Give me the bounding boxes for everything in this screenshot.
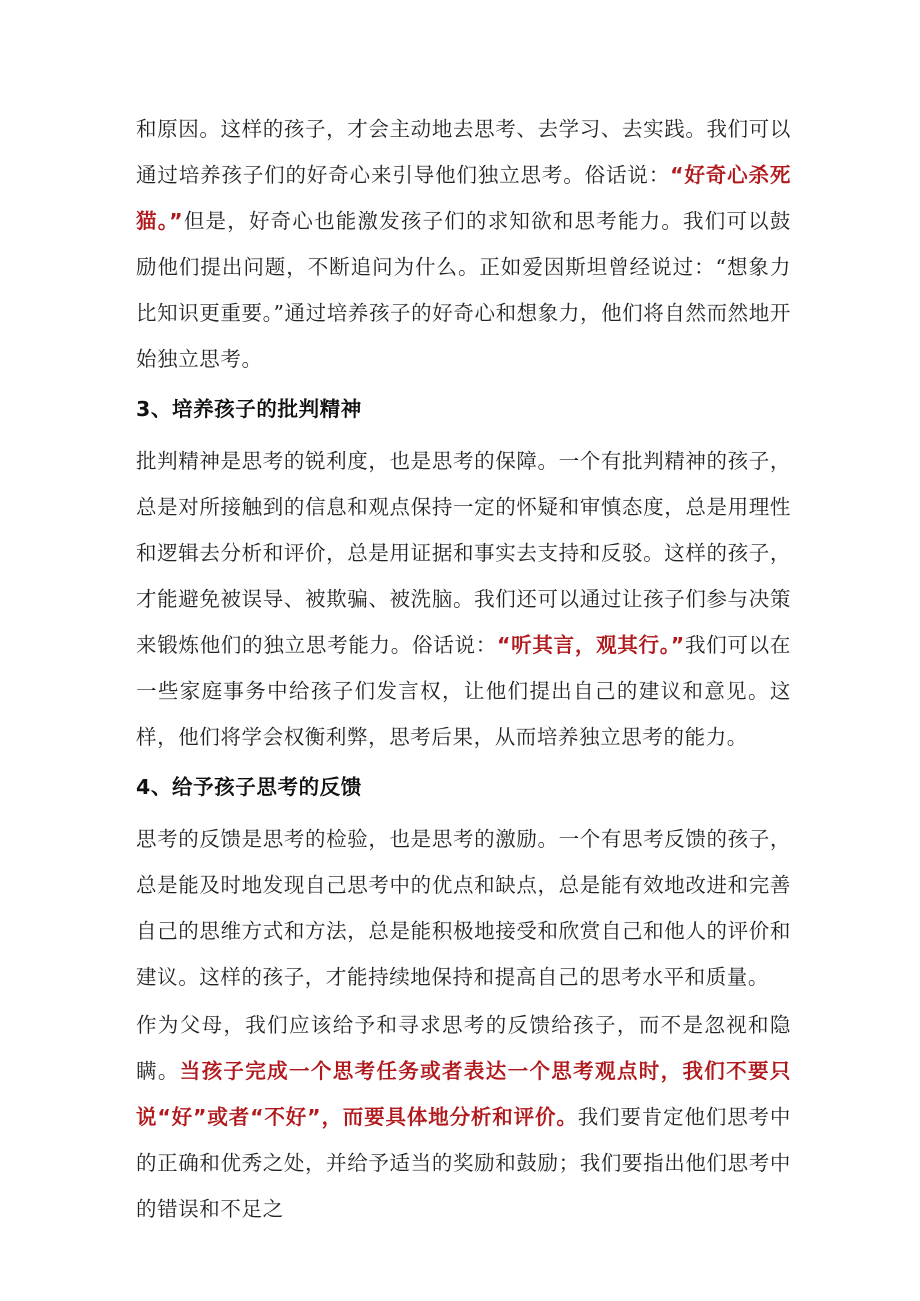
emphasis-text: 当孩子完成一个思考任务或者表达一个思考观点时，我们不要只说“好”或者“不好”，而要具体地分析和评价。: [136, 1059, 791, 1129]
paragraph-feedback: 思考的反馈是思考的检验，也是思考的激励。一个有思考反馈的孩子，总是能及时地发现自己思考中的优点和缺点，总是能有效地改进和完善自己的思维方式和方法，总是能积极地接受和欣赏自己和他人的评价和建议。这样的孩子，才能持续地保持和提高自己的思考水平和质量。: [136, 827, 791, 989]
section-heading-4: 4、给予孩子思考的反馈: [136, 775, 362, 799]
paragraph-text: 和原因。这样的孩子，才会主动地去思考、去学习、去实践。我们可以通过培养孩子们的好奇心来引导他们独立思考。俗话说：: [136, 117, 791, 187]
document-body: [136, 106, 791, 1234]
paragraph-text: 作为父母，我们应该给予和寻求思考的反馈给孩子，而不是忽视和隐瞒。: [136, 1013, 791, 1083]
paragraph-text: 我们可以在一些家庭事务中给孩子们发言权，让他们提出自己的建议和意见。这样，他们将学会权衡利弊，思考后果，从而培养独立思考的能力。: [136, 633, 792, 749]
paragraph-critical-thinking: [136, 438, 791, 760]
section-heading-3: 3、培养孩子的批判精神: [136, 397, 362, 421]
paragraph-parents-feedback: [136, 1002, 791, 1232]
paragraph-text: 批判精神是思考的锐利度，也是思考的保障。一个有批判精神的孩子，总是对所接触到的信息和观点保持一定的怀疑和审慎态度，总是用理性和逻辑去分析和评价，总是用证据和事实去支持和反驳。这样的孩子，才能避免被误导、被欺骗、被洗脑。我们还可以通过让孩子们参与决策来锻炼他们的独立思考能力。俗话说：: [136, 449, 791, 657]
paragraph-text: 我们要肯定他们思考中的正确和优秀之处，并给予适当的奖励和鼓励；我们要指出他们思考中的错误和不足之: [136, 1105, 791, 1221]
proverb-quote: “好奇心杀死猫。”: [136, 163, 792, 233]
proverb-quote: “听其言，观其行。”: [496, 633, 685, 657]
paragraph-text: 但是，好奇心也能激发孩子们的求知欲和思考能力。我们可以鼓励他们提出问题，不断追问为什么。正如爱因斯坦曾经说过：“想象力比知识更重要。”通过培养孩子的好奇心和想象力，他们将自然而然地开始独立思考。: [136, 209, 791, 371]
paragraph-curiosity: [136, 106, 791, 382]
